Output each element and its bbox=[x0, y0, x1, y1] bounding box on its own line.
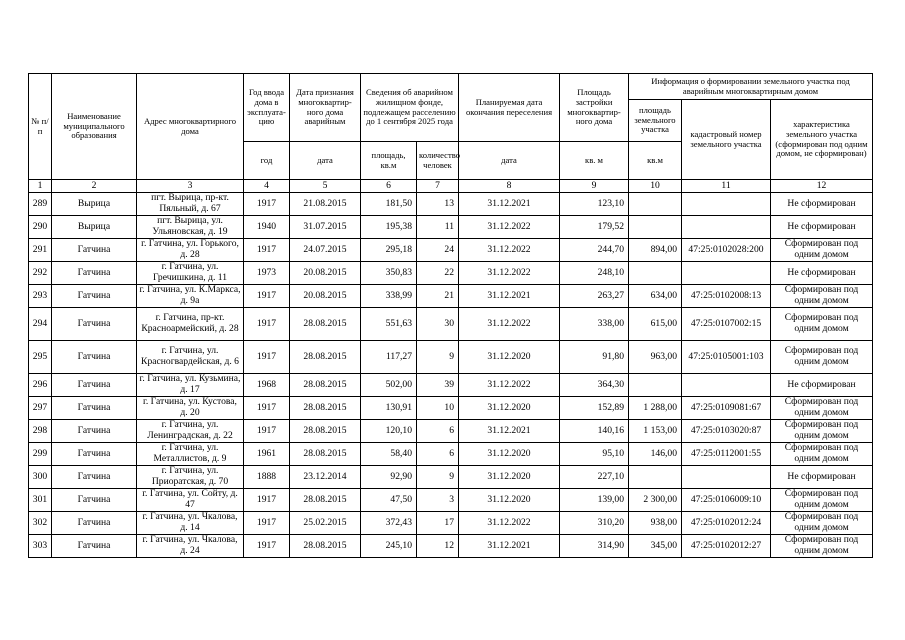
recognition-date-cell: 25.02.2015 bbox=[290, 512, 361, 535]
people-count-cell: 30 bbox=[417, 308, 459, 341]
column-number: 9 bbox=[560, 180, 629, 193]
cadastral-number-cell bbox=[682, 466, 771, 489]
built-area-cell: 179,52 bbox=[560, 216, 629, 239]
address-cell: г. Гатчина, ул. Чкалова, д. 24 bbox=[137, 535, 244, 558]
row-number: 293 bbox=[29, 285, 52, 308]
header-built-area: Площадь застройки многоквартир-ного дома bbox=[560, 74, 629, 142]
recognition-date-cell: 28.08.2015 bbox=[290, 489, 361, 512]
land-area-cell: 1 153,00 bbox=[629, 420, 682, 443]
table-row bbox=[29, 239, 873, 262]
row-number: 301 bbox=[29, 489, 52, 512]
header-recognition-date: Дата признания многоквартир-ного дома аварийным bbox=[290, 74, 361, 142]
people-count-cell: 22 bbox=[417, 262, 459, 285]
table-row bbox=[29, 420, 873, 443]
people-count-cell: 10 bbox=[417, 397, 459, 420]
year-built-cell: 1917 bbox=[244, 397, 290, 420]
column-number: 10 bbox=[629, 180, 682, 193]
table-row bbox=[29, 216, 873, 239]
emergency-area-cell: 245,10 bbox=[361, 535, 417, 558]
address-cell: г. Гатчина, ул. Чкалова, д. 14 bbox=[137, 512, 244, 535]
cadastral-number-cell: 47:25:0105001:103 bbox=[682, 341, 771, 374]
planned-date-cell: 31.12.2020 bbox=[459, 397, 560, 420]
address-cell: г. Гатчина, ул. Горького, д. 28 bbox=[137, 239, 244, 262]
column-number: 3 bbox=[137, 180, 244, 193]
table-row bbox=[29, 397, 873, 420]
land-status-cell: Сформирован под одним домом bbox=[771, 397, 873, 420]
municipality-cell: Гатчина bbox=[52, 239, 137, 262]
people-count-cell: 6 bbox=[417, 443, 459, 466]
emergency-area-cell: 372,43 bbox=[361, 512, 417, 535]
people-count-cell: 39 bbox=[417, 374, 459, 397]
cadastral-number-cell bbox=[682, 374, 771, 397]
land-status-cell: Сформирован под одним домом bbox=[771, 512, 873, 535]
address-cell: пгт. Вырица, ул. Ульяновская, д. 19 bbox=[137, 216, 244, 239]
row-number: 292 bbox=[29, 262, 52, 285]
column-number: 5 bbox=[290, 180, 361, 193]
column-number: 6 bbox=[361, 180, 417, 193]
cadastral-number-cell: 47:25:0102008:13 bbox=[682, 285, 771, 308]
built-area-cell: 91,80 bbox=[560, 341, 629, 374]
planned-date-cell: 31.12.2021 bbox=[459, 535, 560, 558]
cadastral-number-cell: 47:25:0102028:200 bbox=[682, 239, 771, 262]
recognition-date-cell: 23.12.2014 bbox=[290, 466, 361, 489]
land-area-cell bbox=[629, 262, 682, 285]
row-number: 297 bbox=[29, 397, 52, 420]
header-planned-date: Планируемая дата окончания переселения bbox=[459, 74, 560, 142]
recognition-date-cell: 20.08.2015 bbox=[290, 262, 361, 285]
emergency-area-cell: 181,50 bbox=[361, 193, 417, 216]
emergency-area-cell: 92,90 bbox=[361, 466, 417, 489]
planned-date-cell: 31.12.2022 bbox=[459, 308, 560, 341]
people-count-cell: 6 bbox=[417, 420, 459, 443]
built-area-cell: 244,70 bbox=[560, 239, 629, 262]
emergency-area-cell: 117,27 bbox=[361, 341, 417, 374]
municipality-cell: Вырица bbox=[52, 193, 137, 216]
land-area-cell: 345,00 bbox=[629, 535, 682, 558]
address-cell: г. Гатчина, пр-кт. Красноармейский, д. 28 bbox=[137, 308, 244, 341]
address-cell: г. Гатчина, ул. Кузьмина, д. 17 bbox=[137, 374, 244, 397]
year-built-cell: 1940 bbox=[244, 216, 290, 239]
municipality-cell: Вырица bbox=[52, 216, 137, 239]
planned-date-cell: 31.12.2021 bbox=[459, 420, 560, 443]
year-built-cell: 1973 bbox=[244, 262, 290, 285]
year-built-cell: 1888 bbox=[244, 466, 290, 489]
built-area-cell: 227,10 bbox=[560, 466, 629, 489]
people-count-cell: 3 bbox=[417, 489, 459, 512]
cadastral-number-cell: 47:25:0112001:55 bbox=[682, 443, 771, 466]
table-body bbox=[29, 193, 873, 558]
header-emergency-info: Сведения об аварийном жилищном фонде, подлежащем расселению до 1 сентября 2025 года bbox=[361, 74, 459, 142]
land-area-cell: 146,00 bbox=[629, 443, 682, 466]
cadastral-number-cell bbox=[682, 193, 771, 216]
land-status-cell: Сформирован под одним домом bbox=[771, 308, 873, 341]
year-built-cell: 1917 bbox=[244, 308, 290, 341]
address-cell: г. Гатчина, ул. Ленинградская, д. 22 bbox=[137, 420, 244, 443]
header-municipality: Наименование муниципального образования bbox=[52, 74, 137, 180]
address-cell: г. Гатчина, ул. Приоратская, д. 70 bbox=[137, 466, 244, 489]
unit-sqm-land: кв.м bbox=[629, 142, 682, 180]
built-area-cell: 123,10 bbox=[560, 193, 629, 216]
land-area-cell: 1 288,00 bbox=[629, 397, 682, 420]
recognition-date-cell: 28.08.2015 bbox=[290, 341, 361, 374]
planned-date-cell: 31.12.2020 bbox=[459, 489, 560, 512]
table-row bbox=[29, 535, 873, 558]
table-row bbox=[29, 341, 873, 374]
recognition-date-cell: 28.08.2015 bbox=[290, 443, 361, 466]
land-status-cell: Не сформирован bbox=[771, 374, 873, 397]
recognition-date-cell: 21.08.2015 bbox=[290, 193, 361, 216]
emergency-area-cell: 58,40 bbox=[361, 443, 417, 466]
land-area-cell: 963,00 bbox=[629, 341, 682, 374]
people-count-cell: 17 bbox=[417, 512, 459, 535]
land-area-cell: 2 300,00 bbox=[629, 489, 682, 512]
municipality-cell: Гатчина bbox=[52, 466, 137, 489]
header-land-area: площадь земельного участка bbox=[629, 100, 682, 142]
built-area-cell: 263,27 bbox=[560, 285, 629, 308]
land-status-cell: Не сформирован bbox=[771, 193, 873, 216]
column-number: 12 bbox=[771, 180, 873, 193]
built-area-cell: 248,10 bbox=[560, 262, 629, 285]
housing-table-page bbox=[28, 73, 873, 558]
cadastral-number-cell: 47:25:0102012:27 bbox=[682, 535, 771, 558]
recognition-date-cell: 20.08.2015 bbox=[290, 285, 361, 308]
built-area-cell: 140,16 bbox=[560, 420, 629, 443]
cadastral-number-cell: 47:25:0107002:15 bbox=[682, 308, 771, 341]
municipality-cell: Гатчина bbox=[52, 512, 137, 535]
planned-date-cell: 31.12.2021 bbox=[459, 193, 560, 216]
table-row bbox=[29, 308, 873, 341]
recognition-date-cell: 28.08.2015 bbox=[290, 397, 361, 420]
address-cell: г. Гатчина, ул. Гречишкина, д. 11 bbox=[137, 262, 244, 285]
column-number: 7 bbox=[417, 180, 459, 193]
recognition-date-cell: 28.08.2015 bbox=[290, 420, 361, 443]
table-row bbox=[29, 489, 873, 512]
address-cell: г. Гатчина, ул. Красногвардейская, д. 6 bbox=[137, 341, 244, 374]
land-area-cell bbox=[629, 466, 682, 489]
municipality-cell: Гатчина bbox=[52, 285, 137, 308]
land-area-cell bbox=[629, 216, 682, 239]
year-built-cell: 1917 bbox=[244, 285, 290, 308]
built-area-cell: 338,00 bbox=[560, 308, 629, 341]
people-count-cell: 9 bbox=[417, 466, 459, 489]
built-area-cell: 95,10 bbox=[560, 443, 629, 466]
emergency-area-cell: 295,18 bbox=[361, 239, 417, 262]
table-row bbox=[29, 443, 873, 466]
column-number: 2 bbox=[52, 180, 137, 193]
people-count-cell: 24 bbox=[417, 239, 459, 262]
municipality-cell: Гатчина bbox=[52, 341, 137, 374]
land-status-cell: Сформирован под одним домом bbox=[771, 420, 873, 443]
year-built-cell: 1917 bbox=[244, 341, 290, 374]
cadastral-number-cell: 47:25:0109081:67 bbox=[682, 397, 771, 420]
planned-date-cell: 31.12.2021 bbox=[459, 285, 560, 308]
cadastral-number-cell bbox=[682, 262, 771, 285]
built-area-cell: 139,00 bbox=[560, 489, 629, 512]
unit-date: дата bbox=[290, 142, 361, 180]
emergency-housing-table bbox=[28, 73, 873, 558]
recognition-date-cell: 28.08.2015 bbox=[290, 374, 361, 397]
planned-date-cell: 31.12.2022 bbox=[459, 216, 560, 239]
municipality-cell: Гатчина bbox=[52, 420, 137, 443]
people-count-cell: 13 bbox=[417, 193, 459, 216]
year-built-cell: 1917 bbox=[244, 420, 290, 443]
planned-date-cell: 31.12.2022 bbox=[459, 512, 560, 535]
cadastral-number-cell: 47:25:0106009:10 bbox=[682, 489, 771, 512]
year-built-cell: 1968 bbox=[244, 374, 290, 397]
recognition-date-cell: 24.07.2015 bbox=[290, 239, 361, 262]
planned-date-cell: 31.12.2020 bbox=[459, 443, 560, 466]
land-area-cell: 894,00 bbox=[629, 239, 682, 262]
built-area-cell: 310,20 bbox=[560, 512, 629, 535]
table-header bbox=[29, 74, 873, 193]
row-number: 299 bbox=[29, 443, 52, 466]
recognition-date-cell: 28.08.2015 bbox=[290, 535, 361, 558]
row-number: 289 bbox=[29, 193, 52, 216]
built-area-cell: 364,30 bbox=[560, 374, 629, 397]
planned-date-cell: 31.12.2022 bbox=[459, 262, 560, 285]
table-row bbox=[29, 466, 873, 489]
year-built-cell: 1917 bbox=[244, 489, 290, 512]
table-row bbox=[29, 374, 873, 397]
column-number: 11 bbox=[682, 180, 771, 193]
year-built-cell: 1917 bbox=[244, 239, 290, 262]
people-count-cell: 9 bbox=[417, 341, 459, 374]
people-count-cell: 12 bbox=[417, 535, 459, 558]
row-number: 290 bbox=[29, 216, 52, 239]
year-built-cell: 1917 bbox=[244, 193, 290, 216]
table-row bbox=[29, 285, 873, 308]
column-number: 8 bbox=[459, 180, 560, 193]
cadastral-number-cell: 47:25:0102012:24 bbox=[682, 512, 771, 535]
row-number: 296 bbox=[29, 374, 52, 397]
address-cell: г. Гатчина, ул. К.Маркса, д. 9а bbox=[137, 285, 244, 308]
row-number: 295 bbox=[29, 341, 52, 374]
municipality-cell: Гатчина bbox=[52, 262, 137, 285]
year-built-cell: 1917 bbox=[244, 535, 290, 558]
emergency-area-cell: 47,50 bbox=[361, 489, 417, 512]
address-cell: г. Гатчина, ул. Металлистов, д. 9 bbox=[137, 443, 244, 466]
land-status-cell: Сформирован под одним домом bbox=[771, 341, 873, 374]
recognition-date-cell: 28.08.2015 bbox=[290, 308, 361, 341]
built-area-cell: 152,89 bbox=[560, 397, 629, 420]
year-built-cell: 1917 bbox=[244, 512, 290, 535]
emergency-area-cell: 350,83 bbox=[361, 262, 417, 285]
municipality-cell: Гатчина bbox=[52, 308, 137, 341]
unit-people: количество человек bbox=[417, 142, 459, 180]
emergency-area-cell: 130,91 bbox=[361, 397, 417, 420]
land-status-cell: Сформирован под одним домом bbox=[771, 285, 873, 308]
header-num: № п/п bbox=[29, 74, 52, 180]
table-row bbox=[29, 512, 873, 535]
recognition-date-cell: 31.07.2015 bbox=[290, 216, 361, 239]
land-status-cell: Сформирован под одним домом bbox=[771, 489, 873, 512]
built-area-cell: 314,90 bbox=[560, 535, 629, 558]
emergency-area-cell: 502,00 bbox=[361, 374, 417, 397]
land-area-cell bbox=[629, 193, 682, 216]
municipality-cell: Гатчина bbox=[52, 397, 137, 420]
people-count-cell: 11 bbox=[417, 216, 459, 239]
unit-year: год bbox=[244, 142, 290, 180]
emergency-area-cell: 338,99 bbox=[361, 285, 417, 308]
unit-date-planned: дата bbox=[459, 142, 560, 180]
planned-date-cell: 31.12.2020 bbox=[459, 341, 560, 374]
planned-date-cell: 31.12.2022 bbox=[459, 374, 560, 397]
land-area-cell: 615,00 bbox=[629, 308, 682, 341]
municipality-cell: Гатчина bbox=[52, 489, 137, 512]
row-number: 298 bbox=[29, 420, 52, 443]
table-row bbox=[29, 193, 873, 216]
land-area-cell: 634,00 bbox=[629, 285, 682, 308]
emergency-area-cell: 120,10 bbox=[361, 420, 417, 443]
column-number: 1 bbox=[29, 180, 52, 193]
address-cell: г. Гатчина, ул. Кустова, д. 20 bbox=[137, 397, 244, 420]
table-row bbox=[29, 262, 873, 285]
row-number: 300 bbox=[29, 466, 52, 489]
emergency-area-cell: 551,63 bbox=[361, 308, 417, 341]
column-number-row bbox=[29, 180, 873, 193]
row-number: 302 bbox=[29, 512, 52, 535]
land-status-cell: Сформирован под одним домом bbox=[771, 443, 873, 466]
municipality-cell: Гатчина bbox=[52, 443, 137, 466]
row-number: 294 bbox=[29, 308, 52, 341]
land-status-cell: Не сформирован bbox=[771, 216, 873, 239]
header-address: Адрес многоквартирного дома bbox=[137, 74, 244, 180]
row-number: 291 bbox=[29, 239, 52, 262]
land-status-cell: Сформирован под одним домом bbox=[771, 239, 873, 262]
header-land-char: характеристика земельного участка (сформирован под одним домом, не сформирован) bbox=[771, 100, 873, 180]
cadastral-number-cell bbox=[682, 216, 771, 239]
address-cell: пгт. Вырица, пр-кт. Пяльный, д. 67 bbox=[137, 193, 244, 216]
emergency-area-cell: 195,38 bbox=[361, 216, 417, 239]
land-area-cell bbox=[629, 374, 682, 397]
planned-date-cell: 31.12.2020 bbox=[459, 466, 560, 489]
land-status-cell: Не сформирован bbox=[771, 466, 873, 489]
land-status-cell: Сформирован под одним домом bbox=[771, 535, 873, 558]
planned-date-cell: 31.12.2022 bbox=[459, 239, 560, 262]
unit-area: площадь, кв.м bbox=[361, 142, 417, 180]
address-cell: г. Гатчина, ул. Сойту, д. 47 bbox=[137, 489, 244, 512]
header-year-built: Год ввода дома в эксплуата-цию bbox=[244, 74, 290, 142]
row-number: 303 bbox=[29, 535, 52, 558]
people-count-cell: 21 bbox=[417, 285, 459, 308]
municipality-cell: Гатчина bbox=[52, 535, 137, 558]
land-status-cell: Не сформирован bbox=[771, 262, 873, 285]
municipality-cell: Гатчина bbox=[52, 374, 137, 397]
year-built-cell: 1961 bbox=[244, 443, 290, 466]
land-area-cell: 938,00 bbox=[629, 512, 682, 535]
unit-sqm: кв. м bbox=[560, 142, 629, 180]
column-number: 4 bbox=[244, 180, 290, 193]
cadastral-number-cell: 47:25:0103020:87 bbox=[682, 420, 771, 443]
header-cadastral: кадастровый номер земельного участка bbox=[682, 100, 771, 180]
header-land-info: Информация о формировании земельного участка под аварийным многоквартирным домом bbox=[629, 74, 873, 100]
